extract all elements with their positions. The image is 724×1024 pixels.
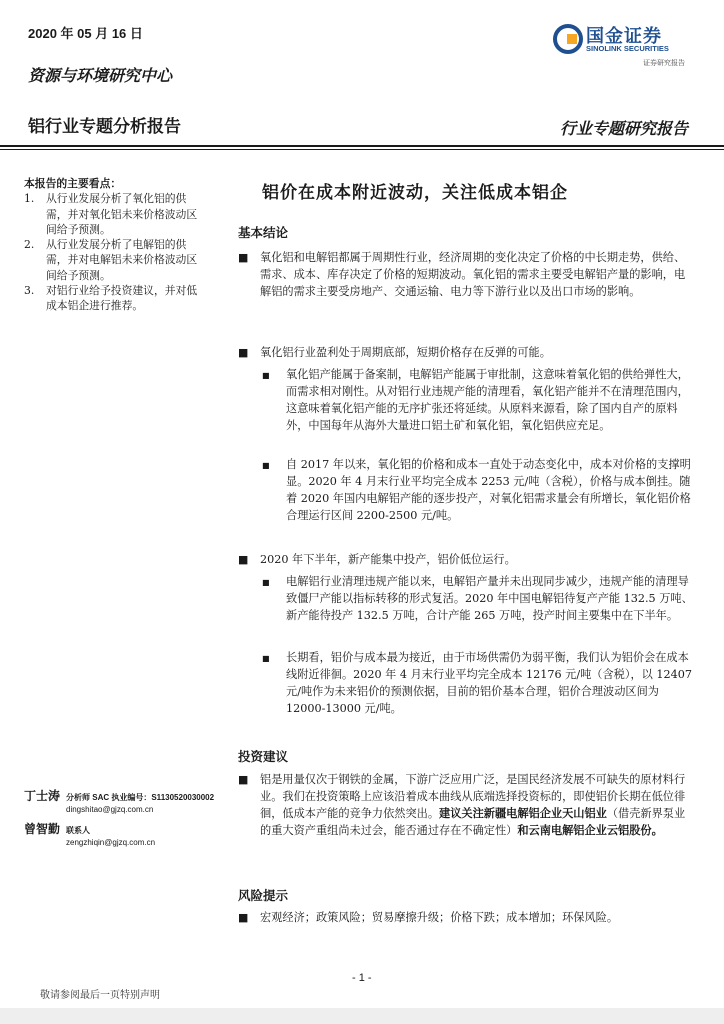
section-heading-risk: 风险提示 [238, 888, 289, 903]
report-date: 2020 年 05 月 16 日 [28, 26, 143, 41]
logo-name-en: SINOLINK SECURITIES [586, 44, 669, 53]
conclusion-paragraph: ■ 2020 年下半年，新产能集中投产，铝价低位运行。 [238, 553, 516, 566]
bullet-icon: ■ [238, 251, 249, 264]
section-heading-investment: 投资建议 [238, 749, 289, 764]
logo-name-cn: 国金证券 [586, 26, 662, 46]
footer-disclaimer: 敬请参阅最后一页特别声明 [40, 990, 160, 1001]
conclusion-subparagraph: ■ 长期看，铝价与成本最为接近，由于市场供需仍为弱平衡，我们认为铝价会在成本线附近徘徊。2020 年 4 月末行业平均完全成本 12176 元/吨（含税），以 12407 元/吨作为未来铝价的预测依据，目前的铝价基本合理，铝价合理波动区间为 12000-13000 元/吨。 [262, 651, 692, 715]
key-point: 1. 从行业发展分析了氧化铝的供需，并对氧化铝未来价格波动区间给予预测。 [24, 192, 198, 236]
analyst-card: 丁士涛 分析师 SAC 执业编号：S1130520030002 dingshitao@gjzq.com.cn [24, 789, 215, 814]
page-number: - 1 - [352, 972, 372, 984]
main-title: 铝价在成本附近波动，关注低成本铝企 [262, 183, 568, 203]
sub-bullet-icon: ■ [262, 578, 270, 587]
logo-mark-icon [553, 24, 583, 54]
company-logo [553, 22, 693, 68]
conclusion-paragraph: ■ 氧化铝行业盈利处于周期底部，短期价格存在反弹的可能。 [238, 346, 551, 359]
key-points-heading: 本报告的主要看点： [24, 177, 122, 190]
section-heading-conclusion: 基本结论 [238, 225, 289, 240]
conclusion-subparagraph: ■ 氧化铝产能属于备案制，电解铝产能属于审批制，这意味着氧化铝的供给弹性大，而需求相对刚性。从对铝行业违规产能的清理看，氧化铝产能并不在清理范围内，这意味着氧化铝产能的无序扩张还将延续。从原料来源看，除了国内自产的原料外，中国每年从海外大量进口铝土矿和氧化铝，氧化铝供应充足。 [262, 368, 689, 432]
conclusion-subparagraph: ■ 自 2017 年以来，氧化铝的价格和成本一直处于动态变化中，成本对价格的支撑明显。2020 年 4 月末行业平均完全成本 2253 元/吨（含税），价格与成本倒挂。随着 2020 年国内电解铝产能的逐步投产，对氧化铝需求量会有所增长，氧化铝价格合理运行区间 2200-2500 元/吨。 [262, 458, 691, 522]
sub-bullet-icon: ■ [262, 654, 270, 663]
footer-bar [0, 1008, 724, 1024]
report-type: 行业专题研究报告 [559, 119, 688, 138]
header-divider [0, 145, 724, 147]
key-point: 2. 从行业发展分析了电解铝的供需，并对电解铝未来价格波动区间给予预测。 [24, 238, 198, 282]
key-points-sidebar [24, 176, 202, 314]
bullet-icon: ■ [238, 911, 249, 924]
sub-bullet-icon: ■ [262, 461, 270, 470]
contact-card: 曾智勤 联系人 zengzhiqin@gjzq.com.cn [24, 822, 156, 847]
department: 资源与环境研究中心 [28, 66, 173, 85]
risk-paragraph: ■ 宏观经济；政策风险；贸易摩擦升级；价格下跌；成本增加；环保风险。 [238, 911, 619, 924]
conclusion-paragraph: ■ 氧化铝和电解铝都属于周期性行业，经济周期的变化决定了价格的中长期走势，供给、需求、成本、库存决定了价格的短期波动。氧化铝的需求主要受电解铝产量的影响，电解铝的需求主要受房地产、交通运输、电力等下游行业以及出口市场的影响。 [238, 251, 686, 298]
bullet-icon: ■ [238, 346, 249, 359]
sub-bullet-icon: ■ [262, 371, 270, 380]
key-point: 3. 对铝行业给予投资建议，并对低成本铝企进行推荐。 [24, 284, 198, 313]
report-title: 铝行业专题分析报告 [28, 117, 181, 136]
logo-tagline: 证券研究报告 [643, 59, 685, 67]
bullet-icon: ■ [238, 553, 249, 566]
bullet-icon: ■ [238, 773, 249, 786]
header-divider-thin [0, 149, 724, 150]
investment-paragraph: ■ 铝是用量仅次于钢铁的金属，下游广泛应用广泛，是国民经济发展不可缺失的原材料行业。我们在投资策略上应该沿着成本曲线从底端选择投资标的，即使铝价长期在低位徘徊，低成本产能的竞争力依然突出。建议关注新疆电解铝企业天山铝业（借壳新界泵业的重大资产重组尚未过会，能否通过存在不确定性）和云南电解铝企业云铝股份。 [238, 773, 686, 837]
conclusion-subparagraph: ■ 电解铝行业清理违规产能以来，电解铝产量并未出现同步减少，违规产能的清理导致僵尸产能以指标转移的形式复活。2020 年中国电解铝待复产产能 132.5 万吨、新产能待投产 132.5 万吨，合计产能 265 万吨，投产时间主要集中在下半年。 [262, 575, 693, 622]
